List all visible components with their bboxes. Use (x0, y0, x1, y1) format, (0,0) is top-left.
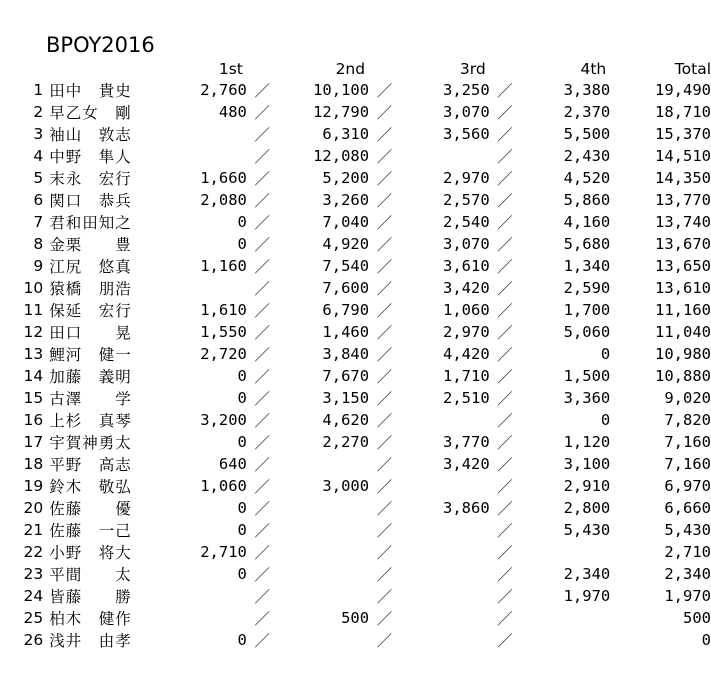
header-2nd: 2nd (335, 59, 366, 78)
score-3rd: 3,560 (443, 125, 490, 144)
score-2nd: 2,270 (322, 433, 370, 452)
score-2nd: 7,540 (322, 257, 370, 276)
separator-1: ／ (254, 324, 270, 343)
player-name: 浅井 由孝 (49, 632, 132, 651)
score-total: 14,510 (655, 147, 711, 166)
separator-2: ／ (376, 126, 393, 145)
player-name: 平間 太 (49, 566, 132, 585)
separator-3: ／ (497, 214, 513, 233)
table-row (20, 453, 711, 475)
separator-3: ／ (497, 126, 513, 145)
separator-3: ／ (497, 192, 513, 211)
score-1st: 0 (237, 389, 247, 408)
score-2nd (273, 497, 369, 519)
rank-cell: 24 (23, 587, 44, 606)
score-4th: 0 (600, 411, 611, 430)
rank-cell: 15 (23, 389, 44, 408)
score-3rd (396, 145, 490, 167)
score-2nd (273, 585, 369, 607)
score-2nd: 7,600 (322, 279, 370, 298)
table-row (20, 387, 711, 409)
page-title: BPOY2016 (46, 33, 155, 57)
score-4th: 0 (600, 345, 611, 364)
rank-cell: 22 (23, 543, 44, 562)
separator-1: ／ (254, 82, 270, 101)
table-row (20, 343, 711, 365)
separator-1: ／ (254, 126, 270, 145)
player-name: 田口 晃 (49, 324, 132, 343)
score-1st: 0 (237, 631, 247, 650)
separator-2: ／ (376, 214, 393, 233)
score-1st: 1,610 (200, 301, 247, 320)
table-row (20, 101, 711, 123)
score-1st: 2,720 (200, 345, 247, 364)
score-1st (153, 585, 247, 607)
score-1st: 1,550 (200, 323, 247, 342)
score-total: 11,160 (655, 301, 711, 320)
player-name: 袖山 敦志 (49, 126, 132, 145)
rank-cell: 26 (23, 631, 44, 650)
player-name: 平野 高志 (49, 456, 132, 475)
player-name: 宇賀神勇太 (49, 434, 132, 453)
score-2nd: 1,460 (322, 323, 370, 342)
score-1st: 1,060 (200, 477, 247, 496)
score-2nd (273, 629, 369, 651)
score-1st: 0 (237, 499, 247, 518)
score-1st (153, 607, 247, 629)
player-name: 猿橋 朋浩 (49, 280, 132, 299)
score-3rd: 2,570 (443, 191, 490, 210)
score-2nd: 7,670 (322, 367, 370, 386)
table-row (20, 299, 711, 321)
separator-1: ／ (254, 566, 270, 585)
separator-1: ／ (254, 280, 270, 299)
separator-3: ／ (497, 456, 513, 475)
rank-cell: 19 (23, 477, 44, 496)
score-1st (153, 277, 247, 299)
score-total: 2,340 (664, 565, 711, 584)
separator-1: ／ (254, 258, 270, 277)
score-3rd: 3,070 (443, 235, 490, 254)
name-header (49, 58, 153, 79)
separator-1: ／ (254, 588, 270, 607)
player-name: 佐藤 優 (49, 500, 132, 519)
score-4th (516, 607, 610, 629)
score-3rd: 2,540 (443, 213, 490, 232)
separator-2: ／ (376, 302, 393, 321)
score-1st: 1,160 (200, 257, 247, 276)
header-3rd: 3rd (459, 59, 486, 78)
separator-1: ／ (254, 192, 270, 211)
rank-cell: 18 (23, 455, 44, 474)
separator-2: ／ (376, 632, 393, 651)
score-3rd (396, 585, 490, 607)
separator-1: ／ (254, 456, 270, 475)
separator-2: ／ (376, 566, 393, 585)
player-name: 皆藤 勝 (49, 588, 132, 607)
score-2nd: 3,150 (322, 389, 370, 408)
score-3rd: 3,070 (443, 103, 490, 122)
table-row (20, 255, 711, 277)
score-total: 10,980 (655, 345, 711, 364)
score-4th: 2,800 (563, 499, 611, 518)
score-4th: 1,970 (563, 587, 611, 606)
separator-2: ／ (376, 346, 393, 365)
score-2nd: 10,100 (313, 81, 370, 100)
player-name: 末永 宏行 (49, 170, 132, 189)
rank-cell: 4 (33, 147, 44, 166)
rank-cell: 14 (23, 367, 44, 386)
table-row (20, 607, 711, 629)
separator-3: ／ (497, 478, 513, 497)
header-4th: 4th (580, 59, 607, 78)
separator-1: ／ (254, 104, 270, 123)
separator-2: ／ (376, 236, 393, 255)
score-4th: 2,370 (563, 103, 611, 122)
score-3rd: 2,510 (443, 389, 490, 408)
score-2nd: 7,040 (322, 213, 370, 232)
score-3rd (396, 607, 490, 629)
rank-cell: 7 (33, 213, 44, 232)
rank-cell: 1 (33, 81, 44, 100)
separator-3: ／ (497, 566, 513, 585)
rank-cell: 10 (23, 279, 44, 298)
table-row (20, 277, 711, 299)
table-row (20, 233, 711, 255)
separator-2: ／ (376, 500, 393, 519)
score-1st: 0 (237, 235, 247, 254)
separator-2: ／ (376, 82, 393, 101)
score-4th: 3,100 (563, 455, 611, 474)
score-3rd: 3,860 (443, 499, 490, 518)
score-2nd: 3,260 (322, 191, 370, 210)
rank-cell: 21 (23, 521, 44, 540)
table-row (20, 145, 711, 167)
separator-1: ／ (254, 478, 270, 497)
score-total: 9,020 (664, 389, 711, 408)
separator-3: ／ (497, 258, 513, 277)
player-name: 江尻 悠真 (49, 258, 132, 277)
score-2nd (273, 453, 369, 475)
player-name: 君和田知之 (49, 214, 132, 233)
player-name: 保延 宏行 (49, 302, 132, 321)
table-row (20, 497, 711, 519)
separator-3: ／ (497, 632, 513, 651)
score-1st: 0 (237, 213, 247, 232)
header-total: Total (674, 59, 711, 78)
rank-cell: 23 (23, 565, 44, 584)
score-4th (516, 541, 610, 563)
score-total: 500 (683, 609, 711, 628)
score-3rd: 3,420 (443, 455, 490, 474)
separator-3: ／ (497, 610, 513, 629)
rank-cell: 6 (33, 191, 44, 210)
score-2nd (273, 541, 369, 563)
score-2nd: 5,200 (322, 169, 370, 188)
score-4th: 2,910 (563, 477, 611, 496)
score-1st (153, 145, 247, 167)
score-4th: 5,680 (563, 235, 611, 254)
score-total: 18,710 (655, 103, 711, 122)
score-3rd: 3,420 (443, 279, 490, 298)
separator-1: ／ (254, 346, 270, 365)
score-total: 7,160 (664, 433, 711, 452)
score-2nd (273, 519, 369, 541)
score-total: 1,970 (664, 587, 711, 606)
separator-1: ／ (254, 302, 270, 321)
score-1st: 2,760 (200, 81, 247, 100)
player-name: 鈴木 敬弘 (49, 478, 132, 497)
score-total: 0 (701, 631, 711, 650)
separator-2: ／ (376, 258, 393, 277)
score-4th: 1,120 (563, 433, 611, 452)
separator-3: ／ (497, 544, 513, 563)
separator-1: ／ (254, 522, 270, 541)
score-1st (153, 123, 247, 145)
separator-2: ／ (376, 390, 393, 409)
table-row (20, 519, 711, 541)
separator-2: ／ (376, 192, 393, 211)
separator-2: ／ (376, 412, 393, 431)
score-3rd: 3,770 (443, 433, 490, 452)
score-4th: 1,700 (563, 301, 611, 320)
separator-3: ／ (497, 390, 513, 409)
table-row (20, 563, 711, 585)
score-2nd: 6,310 (322, 125, 370, 144)
separator-3: ／ (497, 148, 513, 167)
separator-1: ／ (254, 632, 270, 651)
separator-1: ／ (254, 170, 270, 189)
score-total: 13,770 (655, 191, 711, 210)
separator-2: ／ (376, 434, 393, 453)
score-4th: 4,520 (563, 169, 611, 188)
score-4th: 3,380 (563, 81, 611, 100)
separator-1: ／ (254, 412, 270, 431)
score-2nd: 3,000 (322, 477, 370, 496)
separator-2: ／ (376, 478, 393, 497)
score-1st: 480 (218, 103, 247, 122)
table-row (20, 211, 711, 233)
score-2nd: 12,080 (313, 147, 370, 166)
score-1st: 0 (237, 521, 247, 540)
separator-2: ／ (376, 588, 393, 607)
standings-table (20, 58, 711, 651)
score-4th: 5,430 (563, 521, 611, 540)
score-1st: 2,710 (200, 543, 247, 562)
rank-cell: 9 (33, 257, 44, 276)
score-2nd: 12,790 (313, 103, 370, 122)
separator-3: ／ (497, 346, 513, 365)
score-total: 13,670 (655, 235, 711, 254)
score-total: 2,710 (664, 543, 711, 562)
separator-1: ／ (254, 434, 270, 453)
separator-2: ／ (376, 148, 393, 167)
score-total: 7,160 (664, 455, 711, 474)
table-row (20, 629, 711, 651)
score-3rd (396, 563, 490, 585)
player-name: 小野 将大 (49, 544, 132, 563)
score-4th: 4,160 (563, 213, 611, 232)
score-2nd (273, 563, 369, 585)
separator-2: ／ (376, 368, 393, 387)
score-3rd: 3,250 (443, 81, 490, 100)
score-4th (516, 629, 610, 651)
score-3rd (396, 519, 490, 541)
table-row (20, 321, 711, 343)
player-name: 金栗 豊 (49, 236, 132, 255)
separator-2: ／ (376, 280, 393, 299)
score-4th: 1,500 (563, 367, 611, 386)
score-3rd: 4,420 (443, 345, 490, 364)
player-name: 柏木 健作 (49, 610, 132, 629)
table-row (20, 585, 711, 607)
separator-3: ／ (497, 280, 513, 299)
score-3rd (396, 409, 490, 431)
score-4th: 2,590 (563, 279, 611, 298)
separator-3: ／ (497, 302, 513, 321)
score-4th: 5,060 (563, 323, 611, 342)
score-3rd (396, 629, 490, 651)
score-2nd: 3,840 (322, 345, 370, 364)
separator-2: ／ (376, 544, 393, 563)
rank-cell: 3 (33, 125, 44, 144)
separator-1: ／ (254, 214, 270, 233)
table-row (20, 431, 711, 453)
player-name: 加藤 義明 (49, 368, 132, 387)
rank-cell: 5 (33, 169, 44, 188)
score-2nd: 4,920 (322, 235, 370, 254)
table-row (20, 541, 711, 563)
separator-1: ／ (254, 368, 270, 387)
table-row (20, 189, 711, 211)
score-total: 14,350 (655, 169, 711, 188)
separator-3: ／ (497, 236, 513, 255)
score-total: 10,880 (655, 367, 711, 386)
separator-1: ／ (254, 500, 270, 519)
score-1st: 0 (237, 433, 247, 452)
separator-3: ／ (497, 434, 513, 453)
separator-2: ／ (376, 522, 393, 541)
player-name: 早乙女 剛 (49, 104, 132, 123)
score-2nd: 4,620 (322, 411, 370, 430)
score-1st: 0 (237, 565, 247, 584)
score-1st: 640 (218, 455, 247, 474)
separator-1: ／ (254, 236, 270, 255)
table-row (20, 365, 711, 387)
table-row (20, 475, 711, 497)
separator-2: ／ (376, 324, 393, 343)
table-row (20, 123, 711, 145)
score-3rd (396, 475, 490, 497)
separator-3: ／ (497, 522, 513, 541)
score-total: 13,740 (655, 213, 711, 232)
score-4th: 1,340 (563, 257, 611, 276)
header-row (20, 58, 711, 79)
score-2nd: 500 (341, 609, 370, 628)
separator-1: ／ (254, 544, 270, 563)
score-total: 6,660 (664, 499, 711, 518)
score-3rd: 2,970 (443, 169, 490, 188)
score-3rd: 3,610 (443, 257, 490, 276)
player-name: 上杉 真琴 (49, 412, 132, 431)
rank-cell: 2 (33, 103, 44, 122)
separator-2: ／ (376, 104, 393, 123)
separator-3: ／ (497, 170, 513, 189)
separator-3: ／ (497, 324, 513, 343)
separator-2: ／ (376, 610, 393, 629)
score-total: 5,430 (664, 521, 711, 540)
separator-2: ／ (376, 456, 393, 475)
separator-3: ／ (497, 104, 513, 123)
player-name: 関口 恭兵 (49, 192, 132, 211)
header-1st: 1st (218, 59, 243, 78)
score-4th: 2,430 (563, 147, 611, 166)
score-2nd: 6,790 (322, 301, 370, 320)
score-total: 19,490 (655, 81, 711, 100)
separator-2: ／ (376, 170, 393, 189)
score-1st: 0 (237, 367, 247, 386)
score-total: 15,370 (655, 125, 711, 144)
score-total: 6,970 (664, 477, 711, 496)
separator-3: ／ (497, 412, 513, 431)
separator-3: ／ (497, 588, 513, 607)
score-3rd: 1,710 (443, 367, 490, 386)
rank-cell: 20 (23, 499, 44, 518)
score-1st: 3,200 (200, 411, 247, 430)
separator-1: ／ (254, 148, 270, 167)
rank-cell: 17 (23, 433, 44, 452)
player-name: 古澤 学 (49, 390, 132, 409)
rank-cell: 8 (33, 235, 44, 254)
rank-cell: 13 (23, 345, 44, 364)
score-1st: 1,660 (200, 169, 247, 188)
rank-cell: 16 (23, 411, 44, 430)
score-1st: 2,080 (200, 191, 247, 210)
score-total: 7,820 (664, 411, 711, 430)
score-4th: 2,340 (563, 565, 611, 584)
table-row (20, 167, 711, 189)
player-name: 田中 貴史 (49, 82, 132, 101)
score-3rd (396, 541, 490, 563)
player-name: 中野 隼人 (49, 148, 132, 167)
separator-1: ／ (254, 390, 270, 409)
table-row (20, 409, 711, 431)
score-total: 11,040 (655, 323, 711, 342)
score-3rd: 2,970 (443, 323, 490, 342)
player-name: 鯉河 健一 (49, 346, 132, 365)
score-4th: 5,860 (563, 191, 611, 210)
score-4th: 5,500 (563, 125, 611, 144)
rank-cell: 11 (23, 301, 44, 320)
separator-3: ／ (497, 82, 513, 101)
separator-3: ／ (497, 500, 513, 519)
rank-header (20, 58, 49, 79)
score-3rd: 1,060 (443, 301, 490, 320)
player-name: 佐藤 一己 (49, 522, 132, 541)
table-row (20, 79, 711, 101)
score-total: 13,610 (655, 279, 711, 298)
score-total: 13,650 (655, 257, 711, 276)
rank-cell: 25 (23, 609, 44, 628)
score-4th: 3,360 (563, 389, 611, 408)
separator-1: ／ (254, 610, 270, 629)
separator-3: ／ (497, 368, 513, 387)
rank-cell: 12 (23, 323, 44, 342)
